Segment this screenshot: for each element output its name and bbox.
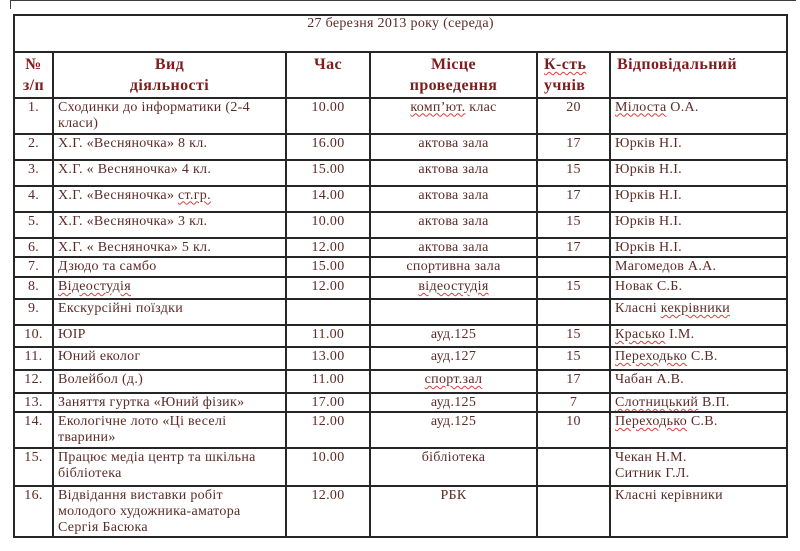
activity-cell: Х.Г. « Весняночка» 5 кл. — [53, 238, 286, 257]
text-segment: Ситник Г.Л. — [615, 465, 690, 481]
activity-cell: Відвідання виставки робіт молодого художника-аматора Сергія Басюка — [53, 486, 286, 538]
place-cell — [370, 299, 537, 325]
activity-cell: Екологічне лото «Ці веселі тварини» — [53, 412, 286, 447]
scan-edge-line — [10, 0, 796, 1]
text-segment: проведення — [409, 76, 498, 94]
time-cell: 11.00 — [286, 325, 370, 347]
row-number-cell: 1. — [14, 98, 53, 134]
responsible-cell — [610, 448, 787, 486]
place-cell — [370, 370, 537, 393]
students-count-cell — [537, 448, 610, 486]
time-cell: 16.00 — [286, 134, 370, 160]
place-cell: актова зала — [370, 212, 537, 238]
misspelled-word: Відеостудія — [58, 278, 131, 294]
table-row — [14, 186, 787, 212]
table-row — [14, 257, 787, 277]
time-cell: 13.00 — [286, 347, 370, 370]
document-page — [13, 14, 788, 538]
time-cell: 10.00 — [286, 212, 370, 238]
responsible-cell — [610, 393, 787, 412]
time-cell: 14.00 — [286, 186, 370, 212]
misspelled-word: ст.гр. — [178, 187, 211, 203]
time-cell: 10.00 — [286, 98, 370, 134]
table-row — [14, 134, 787, 160]
place-cell: актова зала — [370, 186, 537, 212]
responsible-cell: Новак С.Б. — [610, 277, 787, 299]
place-cell: спортивна зала — [370, 257, 537, 277]
row-number-cell: 16. — [14, 486, 53, 538]
students-count-cell: 17 — [537, 238, 610, 257]
schedule-table — [13, 14, 788, 538]
students-count-cell — [537, 486, 610, 538]
activity-cell — [53, 186, 286, 212]
activity-cell: Х.Г. «Весняночка» 3 кл. — [53, 212, 286, 238]
table-row — [14, 448, 787, 486]
time-cell: 12.00 — [286, 277, 370, 299]
text-segment: Час — [313, 56, 343, 73]
time-cell: 15.00 — [286, 160, 370, 186]
row-number-cell: 4. — [14, 186, 53, 212]
column-header — [286, 52, 370, 98]
table-row — [14, 299, 787, 325]
time-cell: 12.00 — [286, 486, 370, 538]
row-number-cell: 12. — [14, 370, 53, 393]
text-segment: клас — [465, 99, 497, 115]
row-number-cell: 11. — [14, 347, 53, 370]
responsible-cell — [610, 98, 787, 134]
time-cell: 11.00 — [286, 370, 370, 393]
time-cell: 12.00 — [286, 412, 370, 447]
activity-cell: Працює медіа центр та шкільна бібліотека — [53, 448, 286, 486]
text-segment: С.В. — [687, 348, 718, 364]
row-number-cell: 8. — [14, 277, 53, 299]
time-cell — [286, 299, 370, 325]
students-count-cell: 7 — [537, 393, 610, 412]
text-segment: Х.Г. «Весняночка» — [58, 187, 179, 203]
place-cell: ауд.125 — [370, 412, 537, 447]
students-count-cell: 17 — [537, 186, 610, 212]
students-count-cell: 17 — [537, 134, 610, 160]
responsible-cell — [610, 299, 787, 325]
activity-cell: Х.Г. « Весняночка» 4 кл. — [53, 160, 286, 186]
activity-cell: Х.Г. «Весняночка» 8 кл. — [53, 134, 286, 160]
time-cell: 15.00 — [286, 257, 370, 277]
students-count-cell: 15 — [537, 325, 610, 347]
responsible-cell — [610, 412, 787, 447]
misspelled-word: відеостудія — [418, 278, 489, 294]
students-count-cell: 15 — [537, 212, 610, 238]
column-header — [537, 52, 610, 98]
schedule-title: 27 березня 2013 року (середа) — [14, 15, 787, 52]
students-count-cell — [537, 299, 610, 325]
responsible-cell: Юрків Н.І. — [610, 186, 787, 212]
row-number-cell: 6. — [14, 238, 53, 257]
row-number-cell: 5. — [14, 212, 53, 238]
students-count-cell: 17 — [537, 370, 610, 393]
place-cell: актова зала — [370, 238, 537, 257]
text-segment: С.В. — [687, 414, 718, 430]
time-cell: 17.00 — [286, 393, 370, 412]
activity-cell: Юний еколог — [53, 347, 286, 370]
text-segment: Класні — [615, 300, 661, 316]
text-segment: діяльності — [129, 76, 210, 94]
text-segment: В.П. — [698, 394, 730, 410]
time-cell: 10.00 — [286, 448, 370, 486]
activity-cell: ЮІР — [53, 325, 286, 347]
table-row — [14, 370, 787, 393]
row-number-cell: 15. — [14, 448, 53, 486]
table-row — [14, 325, 787, 347]
responsible-cell: Юрків Н.І. — [610, 238, 787, 257]
text-segment: № — [25, 56, 42, 73]
table-row — [14, 212, 787, 238]
misspelled-word: К-сть — [544, 56, 587, 73]
time-cell: 12.00 — [286, 238, 370, 257]
place-cell: ауд.125 — [370, 325, 537, 347]
place-cell: ауд.125 — [370, 393, 537, 412]
place-cell — [370, 277, 537, 299]
students-count-cell: 20 — [537, 98, 610, 134]
students-count-cell: 10 — [537, 412, 610, 447]
column-header — [370, 52, 537, 98]
table-row — [14, 393, 787, 412]
text-segment: Відповідальний — [617, 56, 738, 73]
activity-cell: Дзюдо та самбо — [53, 257, 286, 277]
place-cell: актова зала — [370, 160, 537, 186]
place-cell: бібліотека — [370, 448, 537, 486]
table-row — [14, 98, 787, 134]
misspelled-word: кекрівники — [660, 300, 730, 316]
column-header — [14, 52, 53, 98]
misspelled-word: спорт.зал — [424, 371, 483, 387]
activity-cell: Волейбол (д.) — [53, 370, 286, 393]
text-segment: учнів — [544, 76, 586, 94]
row-number-cell: 2. — [14, 134, 53, 160]
activity-cell: Сходинки до інформатики (2-4 класи) — [53, 98, 286, 134]
table-row — [14, 277, 787, 299]
table-row — [14, 238, 787, 257]
column-header — [53, 52, 286, 98]
table-row — [14, 347, 787, 370]
text-segment: О.А. — [666, 99, 699, 115]
responsible-cell — [610, 325, 787, 347]
responsible-cell: Класні керівники — [610, 486, 787, 538]
place-cell: ауд.127 — [370, 347, 537, 370]
row-number-cell: 7. — [14, 257, 53, 277]
place-cell: актова зала — [370, 134, 537, 160]
activity-cell: Заняття гуртка «Юний фізик» — [53, 393, 286, 412]
text-segment: Чекан Н.М. — [615, 449, 687, 465]
row-number-cell: 14. — [14, 412, 53, 447]
misspelled-word: Красько — [615, 326, 666, 342]
place-cell: РБК — [370, 486, 537, 538]
students-count-cell: 15 — [537, 347, 610, 370]
row-number-cell: 9. — [14, 299, 53, 325]
row-number-cell: 10. — [14, 325, 53, 347]
text-segment: Місце — [431, 56, 476, 73]
responsible-cell: Юрків Н.І. — [610, 160, 787, 186]
column-header — [610, 52, 787, 98]
table-row — [14, 486, 787, 538]
row-number-cell: 13. — [14, 393, 53, 412]
place-cell — [370, 98, 537, 134]
text-segment: Вид — [154, 56, 185, 73]
misspelled-word: Переходько — [615, 414, 688, 430]
scan-edge-tick — [10, 0, 11, 9]
activity-cell: Екскурсійні поїздки — [53, 299, 286, 325]
misspelled-word: Переходько — [615, 348, 688, 364]
responsible-cell: Магомедов А.А. — [610, 257, 787, 277]
students-count-cell: 15 — [537, 160, 610, 186]
responsible-cell — [610, 347, 787, 370]
responsible-cell: Чабан А.В. — [610, 370, 787, 393]
students-count-cell: 15 — [537, 277, 610, 299]
text-segment: з/п — [22, 76, 45, 94]
misspelled-word: Слотницький — [615, 394, 699, 410]
activity-cell — [53, 277, 286, 299]
misspelled-word: комп’ют. — [410, 99, 466, 115]
text-segment: І.М. — [665, 326, 695, 342]
students-count-cell — [537, 257, 610, 277]
table-row — [14, 412, 787, 447]
responsible-cell: Юрків Н.І. — [610, 134, 787, 160]
misspelled-word: Мілоста — [615, 99, 667, 115]
title-row — [14, 15, 787, 52]
responsible-cell: Юрків Н.І. — [610, 212, 787, 238]
header-row — [14, 52, 787, 98]
row-number-cell: 3. — [14, 160, 53, 186]
table-row — [14, 160, 787, 186]
